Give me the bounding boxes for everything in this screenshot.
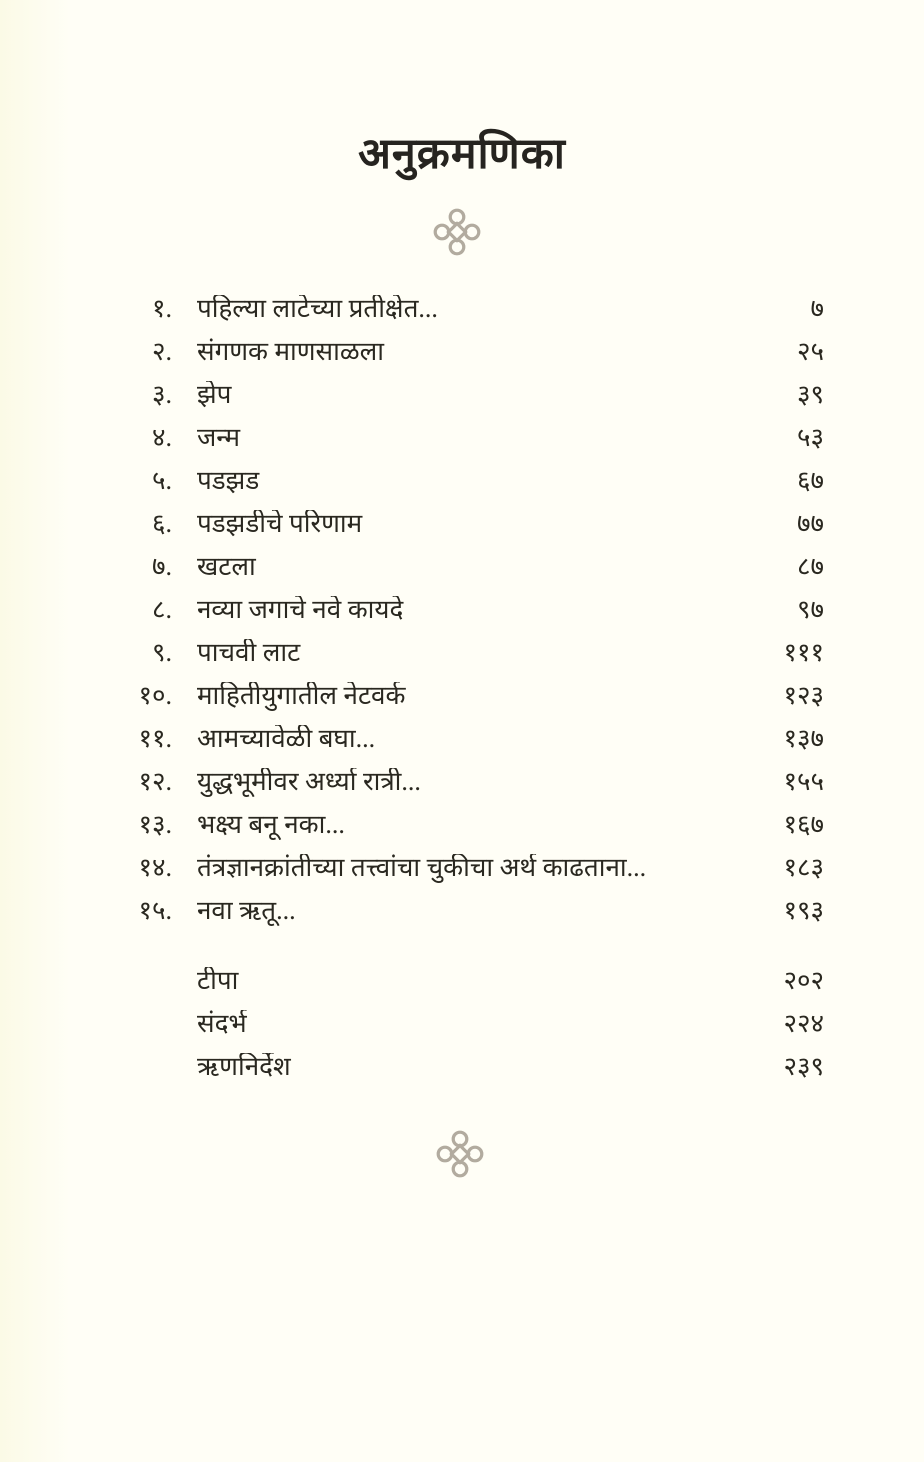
toc-entry — [120, 589, 824, 632]
toc-entry — [120, 675, 824, 718]
entry-page-number: ७७ — [796, 509, 824, 539]
toc-entry — [120, 960, 824, 1003]
entry-number: १४. — [138, 853, 172, 883]
toc-entry — [120, 632, 824, 675]
entry-title: ऋणनिर्देश — [197, 1053, 291, 1082]
entry-page-number: ३९ — [796, 380, 824, 410]
entry-page-number: १११ — [783, 638, 824, 668]
toc-entry — [120, 331, 824, 374]
toc-entry — [120, 847, 824, 890]
toc-entry — [120, 890, 824, 933]
entry-number: ११. — [138, 724, 172, 754]
toc-entry — [120, 718, 824, 761]
entry-page-number: १५५ — [783, 767, 824, 797]
entry-page-number: १६७ — [783, 810, 824, 840]
quatrefoil-ornament-icon — [433, 208, 481, 256]
entry-number: ९. — [151, 638, 172, 668]
entry-number: १०. — [138, 681, 172, 711]
entry-number: ७. — [151, 552, 172, 582]
entry-title: पाचवी लाट — [197, 639, 301, 668]
entry-page-number: २५ — [796, 337, 824, 367]
entry-number: १. — [151, 294, 172, 324]
entry-title: भक्ष्य बनू नका... — [197, 811, 345, 840]
page-title: अनुक्रमणिका — [358, 131, 566, 178]
entry-number: १३. — [138, 810, 172, 840]
entry-title: संगणक माणसाळला — [197, 338, 384, 367]
entry-page-number: ६७ — [796, 466, 824, 496]
entry-title: संदर्भ — [197, 1010, 247, 1039]
entry-page-number: १९३ — [783, 896, 824, 926]
entry-page-number: ५३ — [796, 423, 824, 453]
entry-number: ३. — [151, 380, 172, 410]
back-matter-list — [120, 960, 824, 1089]
toc-entry — [120, 374, 824, 417]
toc-entry — [120, 1046, 824, 1089]
toc-entry — [120, 1003, 824, 1046]
toc-entry — [120, 761, 824, 804]
entry-title: नव्या जगाचे नवे कायदे — [197, 596, 404, 625]
entry-page-number: ८७ — [796, 552, 824, 582]
entry-title: टीपा — [197, 967, 239, 996]
entry-number: ४. — [151, 423, 172, 453]
toc-entry — [120, 460, 824, 503]
entry-page-number: ७ — [810, 294, 824, 324]
entry-title: खटला — [197, 553, 256, 582]
entry-title: पडझड — [197, 467, 260, 496]
entry-number: ८. — [151, 595, 172, 625]
entry-page-number: १८३ — [783, 853, 824, 883]
toc-entry — [120, 546, 824, 589]
quatrefoil-ornament-icon — [436, 1130, 484, 1178]
entry-page-number: २२४ — [783, 1009, 824, 1039]
entry-number: २. — [151, 337, 172, 367]
entry-number: ५. — [151, 466, 172, 496]
entry-title: पडझडीचे परिणाम — [197, 510, 363, 539]
toc-entry — [120, 503, 824, 546]
entry-title: झेप — [197, 381, 232, 410]
toc-entry — [120, 288, 824, 331]
entry-page-number: २३९ — [783, 1052, 824, 1082]
entry-title: पहिल्या लाटेच्या प्रतीक्षेत... — [197, 295, 438, 324]
entry-title: नवा ऋतू... — [197, 897, 296, 926]
entry-page-number: २०२ — [783, 966, 824, 996]
entry-page-number: १२३ — [783, 681, 824, 711]
entry-title: युद्धभूमीवर अर्ध्या रात्री... — [197, 768, 421, 797]
entry-page-number: ९७ — [796, 595, 824, 625]
entry-title: आमच्यावेळी बघा... — [197, 725, 376, 754]
toc-entry — [120, 417, 824, 460]
entry-title: जन्म — [197, 424, 241, 453]
entry-number: १२. — [138, 767, 172, 797]
toc-entry — [120, 804, 824, 847]
entry-number: ६. — [151, 509, 172, 539]
toc-list — [120, 288, 824, 933]
entry-title: तंत्रज्ञानक्रांतीच्या तत्त्वांचा चुकीचा अर्थ काढताना... — [197, 854, 647, 883]
entry-number: १५. — [138, 896, 172, 926]
entry-title: माहितीयुगातील नेटवर्क — [197, 682, 406, 711]
entry-page-number: १३७ — [783, 724, 824, 754]
